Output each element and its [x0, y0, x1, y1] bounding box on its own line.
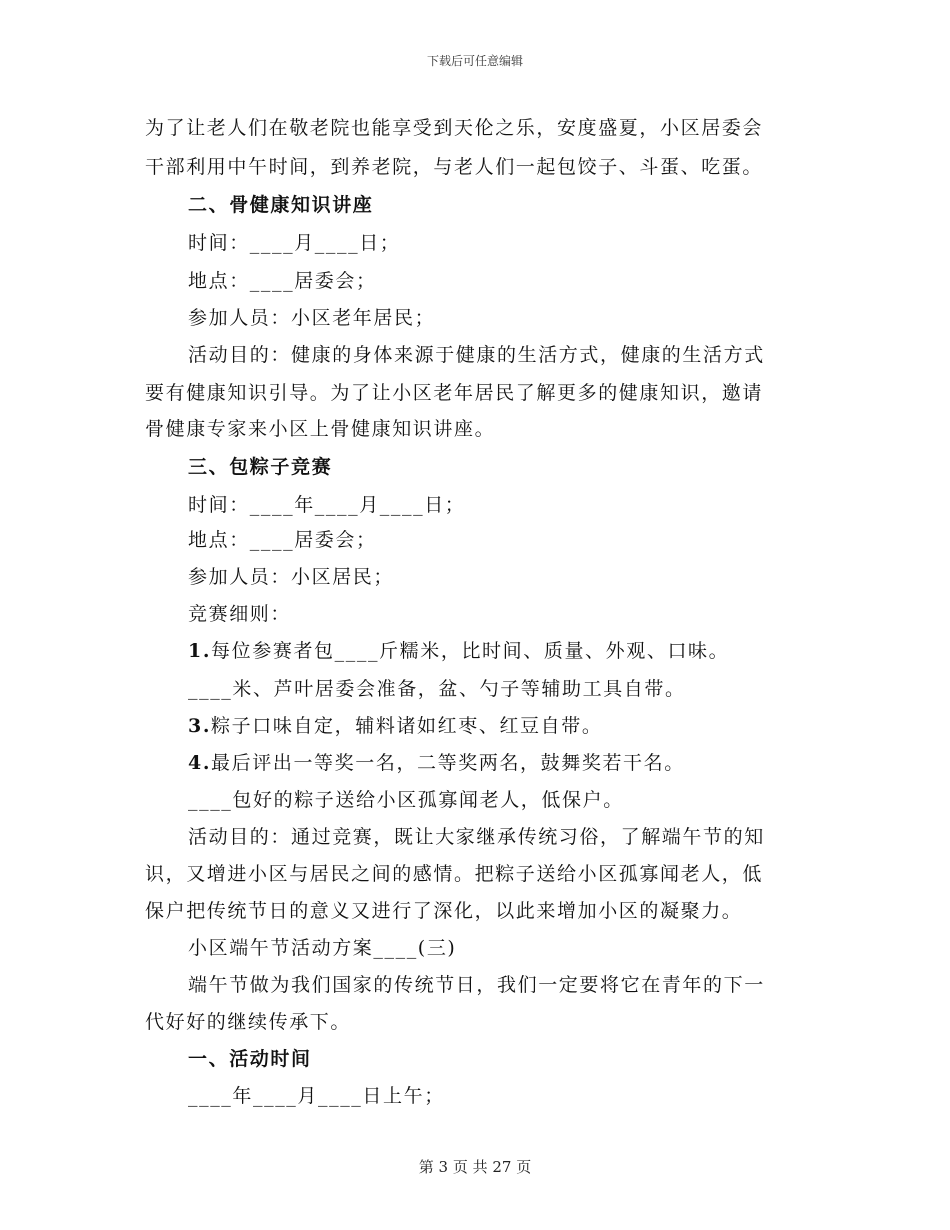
subtitle-line: 小区端午节活动方案____(三) [188, 937, 457, 959]
list-item [188, 636, 729, 663]
list-item [188, 711, 602, 738]
paragraph-line: 活动目的：通过竞赛，既让大家继承传统习俗，了解端午节的知 [188, 826, 765, 848]
paragraph-line: 代好好的继续传承下。 [145, 1011, 352, 1033]
paragraph-line: 地点：____居委会； [188, 529, 377, 551]
paragraph-line: 参加人员：小区居民； [188, 566, 395, 588]
paragraph-line: 时间：____月____日； [188, 232, 401, 254]
paragraph-line: 骨健康专家来小区上骨健康知识讲座。 [145, 418, 496, 440]
list-item [188, 748, 685, 775]
list-number: 4. [188, 752, 212, 774]
paragraph-line: 参加人员：小区老年居民； [188, 307, 436, 329]
paragraph-line: ____年____月____日上午； [188, 1085, 445, 1107]
list-item: ____包好的粽子送给小区孤寡闻老人，低保户。 [188, 789, 624, 811]
page-header: 下载后可任意编辑 [426, 54, 523, 68]
paragraph-line: 端午节做为我们国家的传统节日，我们一定要将它在青年的下一 [188, 974, 765, 996]
paragraph-line: 竞赛细则： [188, 603, 292, 625]
paragraph-line: 识，又增进小区与居民之间的感情。把粽子送给小区孤寡闻老人，低 [145, 863, 764, 885]
list-item: ____米、芦叶居委会准备，盆、勺子等辅助工具自带。 [188, 678, 686, 700]
paragraph-line: 地点：____居委会； [188, 270, 377, 292]
section-heading: 二、骨健康知识讲座 [188, 194, 374, 216]
list-number: 3. [188, 715, 212, 737]
list-item-text: 每位参赛者包____斤糯米，比时间、质量、外观、口味。 [211, 640, 730, 662]
list-item-text: 最后评出一等奖一名，二等奖两名，鼓舞奖若干名。 [211, 752, 685, 774]
page-number: 第 3 页 共 27 页 [418, 1158, 532, 1176]
list-number: 1. [188, 640, 212, 662]
paragraph-line: 干部利用中午时间，到养老院，与老人们一起包饺子、斗蛋、吃蛋。 [145, 156, 764, 178]
paragraph-line: 时间：____年____月____日； [188, 494, 466, 516]
paragraph-line: 活动目的：健康的身体来源于健康的生活方式，健康的生活方式 [188, 344, 765, 366]
paragraph-line: 为了让老人们在敬老院也能享受到天伦之乐，安度盛夏，小区居委会 [145, 117, 764, 139]
section-heading: 三、包粽子竞赛 [188, 456, 333, 478]
paragraph-line: 保户把传统节日的意义又进行了深化，以此来增加小区的凝聚力。 [145, 900, 743, 922]
section-heading: 一、活动时间 [188, 1048, 312, 1070]
list-item-text: 粽子口味自定，辅料诸如红枣、红豆自带。 [211, 715, 603, 737]
paragraph-line: 要有健康知识引导。为了让小区老年居民了解更多的健康知识，邀请 [145, 382, 764, 404]
